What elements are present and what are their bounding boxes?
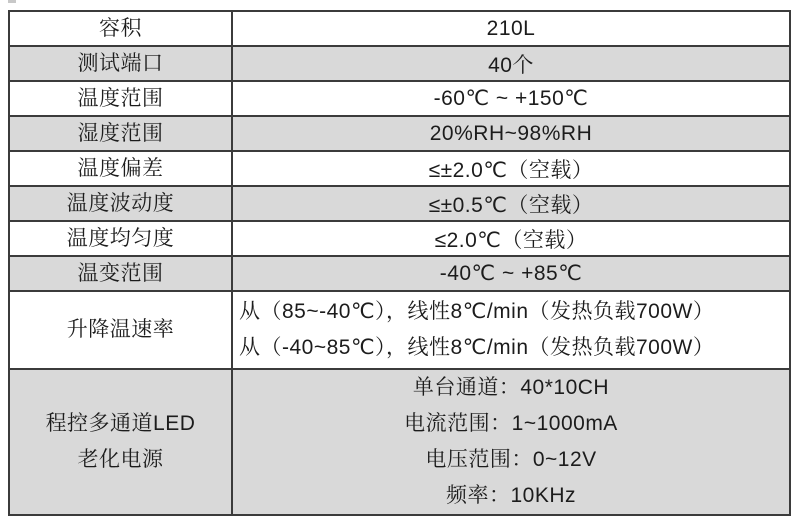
table-row xyxy=(9,186,790,221)
spec-label-cell: 容积 xyxy=(9,11,232,46)
spec-value-cell: ≤±2.0℃（空载） xyxy=(232,151,790,186)
table-row xyxy=(9,116,790,151)
spec-label-cell: 湿度范围 xyxy=(9,116,232,151)
spec-label-cell: 温度偏差 xyxy=(9,151,232,186)
table-row xyxy=(9,256,790,291)
specification-table-body xyxy=(9,11,790,515)
spec-value-cell xyxy=(232,291,790,369)
table-row xyxy=(9,151,790,186)
spec-value-cell-line: 频率：10KHz xyxy=(445,484,577,507)
spec-value-cell-line: 从（85~-40℃），线性8℃/min（发热负载700W） xyxy=(239,300,715,323)
table-row xyxy=(9,46,790,81)
spec-label-cell: 温度范围 xyxy=(9,81,232,116)
spec-value-cell: 20%RH~98%RH xyxy=(232,116,790,151)
spec-value-cell-line: 从（-40~85℃），线性8℃/min（发热负载700W） xyxy=(239,336,715,359)
spec-label-cell: 温度波动度 xyxy=(9,186,232,221)
scan-artifact-mark xyxy=(8,0,16,3)
specification-table xyxy=(8,10,791,516)
spec-value-cell: ≤±0.5℃（空载） xyxy=(232,186,790,221)
table-row xyxy=(9,11,790,46)
spec-label-cell-line: 程控多通道LED xyxy=(45,412,196,435)
spec-value-cell-line: 单台通道：40*10CH xyxy=(412,376,610,399)
spec-value-cell xyxy=(232,369,790,515)
spec-value-cell: 210L xyxy=(232,11,790,46)
table-row xyxy=(9,291,790,369)
spec-label-cell: 升降温速率 xyxy=(9,291,232,369)
table-row xyxy=(9,369,790,515)
table-row xyxy=(9,221,790,256)
table-row xyxy=(9,81,790,116)
spec-label-cell-line: 老化电源 xyxy=(77,448,164,471)
spec-value-cell: -40℃ ~ +85℃ xyxy=(232,256,790,291)
spec-value-cell-line: 电流范围：1~1000mA xyxy=(404,412,618,435)
spec-value-cell: 40个 xyxy=(232,46,790,81)
spec-label-cell: 温变范围 xyxy=(9,256,232,291)
spec-value-cell-line: 电压范围：0~12V xyxy=(425,448,597,471)
spec-label-cell xyxy=(9,369,232,515)
spec-value-cell: -60℃ ~ +150℃ xyxy=(232,81,790,116)
spec-value-cell: ≤2.0℃（空载） xyxy=(232,221,790,256)
spec-label-cell: 温度均匀度 xyxy=(9,221,232,256)
spec-label-cell: 测试端口 xyxy=(9,46,232,81)
